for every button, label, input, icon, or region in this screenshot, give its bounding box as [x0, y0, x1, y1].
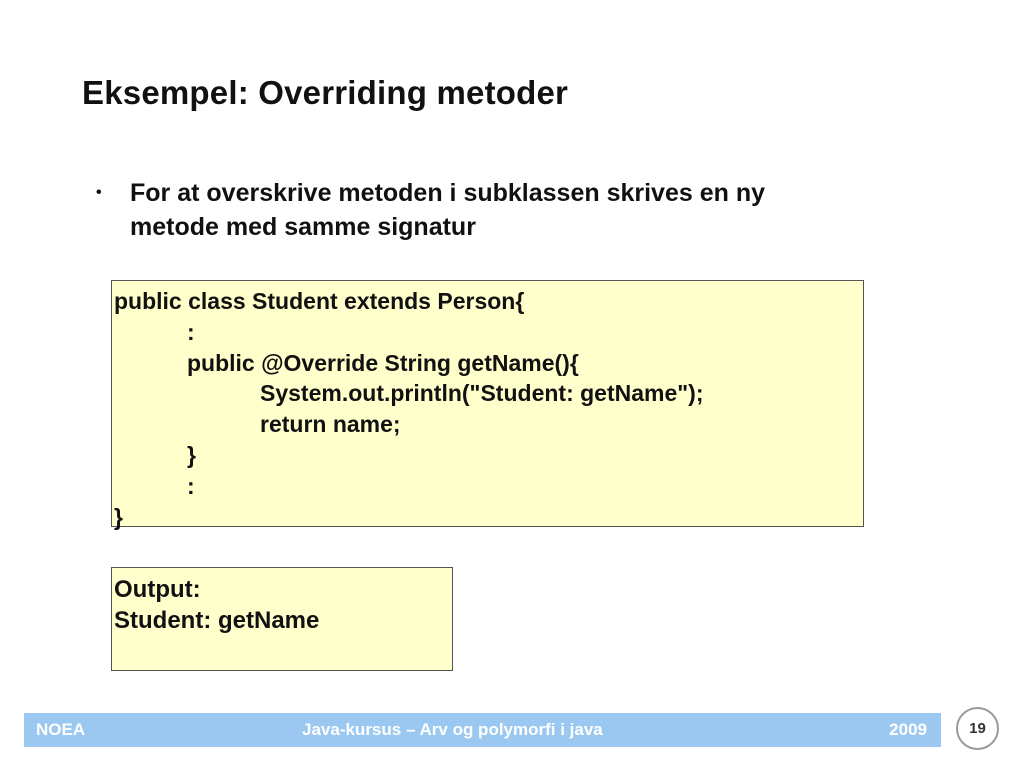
output-box	[111, 567, 453, 671]
bullet-text-line-1: For at overskrive metoden i subklassen skrives en ny	[130, 179, 766, 207]
code-line: :	[187, 318, 195, 345]
page-number: 19	[956, 707, 999, 750]
bullet-dot-icon: •	[96, 184, 102, 201]
output-value: Student: getName	[114, 607, 320, 634]
code-line: public @Override String getName(){	[187, 349, 579, 376]
code-line: }	[114, 503, 123, 530]
bullet-text-line-2: metode med samme signatur	[130, 213, 476, 241]
bullet-item	[96, 176, 876, 244]
output-label: Output:	[114, 576, 201, 603]
code-line: System.out.println("Student: getName");	[260, 380, 704, 407]
code-box	[111, 280, 864, 530]
code-line: }	[187, 441, 196, 468]
bullet-list	[96, 176, 876, 244]
footer-year: 2009	[889, 720, 927, 739]
code-line: public class Student extends Person{	[114, 288, 525, 314]
slide-title: Eksempel: Overriding metoder	[82, 74, 569, 111]
footer-bar	[24, 713, 941, 747]
code-line: :	[187, 472, 195, 499]
footer-organization: NOEA	[36, 720, 86, 739]
code-line: return name;	[260, 411, 401, 438]
footer-course-title: Java-kursus – Arv og polymorfi i java	[302, 720, 603, 739]
